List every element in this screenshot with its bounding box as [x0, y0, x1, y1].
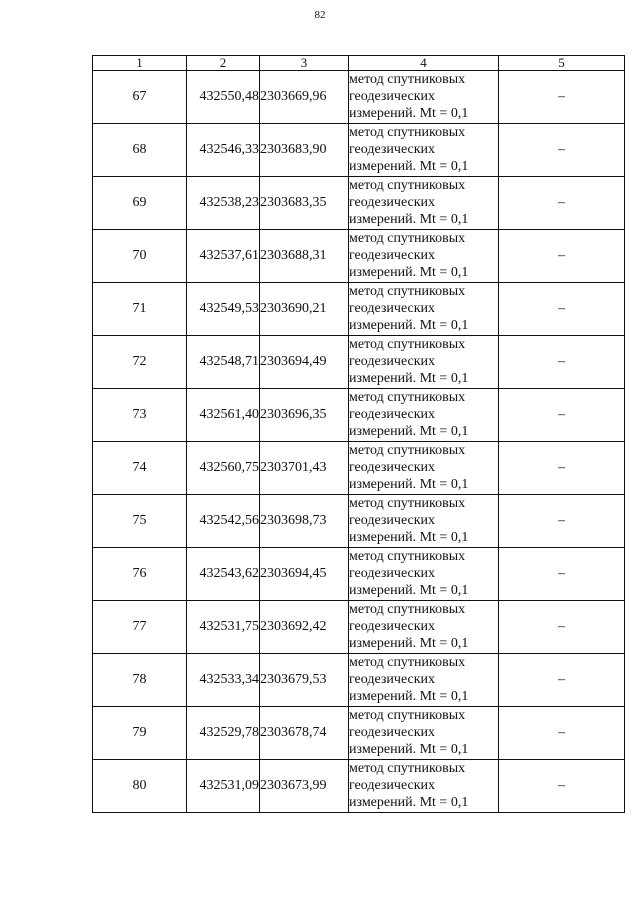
table-row: [93, 495, 625, 548]
coordinates-table: [92, 55, 625, 813]
y-coordinate-cell: 2303679,53: [260, 654, 349, 707]
method-cell: [349, 71, 499, 124]
y-coordinate-cell: 2303692,42: [260, 601, 349, 654]
method-cell: [349, 495, 499, 548]
method-line: измерений. Mt = 0,1: [349, 636, 469, 651]
method-line: метод спутниковых: [349, 231, 466, 246]
method-line: измерений. Mt = 0,1: [349, 265, 469, 280]
method-line: геодезических: [349, 195, 436, 210]
point-number-cell: 70: [93, 230, 187, 283]
header-col-1: 1: [93, 56, 187, 71]
table-row: [93, 654, 625, 707]
method-line: геодезических: [349, 672, 436, 687]
y-coordinate-cell: 2303678,74: [260, 707, 349, 760]
point-number-cell: 68: [93, 124, 187, 177]
method-line: измерений. Mt = 0,1: [349, 583, 469, 598]
method-cell: [349, 654, 499, 707]
y-coordinate-cell: 2303683,90: [260, 124, 349, 177]
point-number-cell: 76: [93, 548, 187, 601]
method-cell: [349, 389, 499, 442]
note-cell: –: [499, 230, 625, 283]
method-line: измерений. Mt = 0,1: [349, 424, 469, 439]
point-number-cell: 77: [93, 601, 187, 654]
note-cell: –: [499, 336, 625, 389]
method-cell: [349, 760, 499, 813]
table-row: [93, 71, 625, 124]
note-cell: –: [499, 495, 625, 548]
x-coordinate-cell: 432548,71: [187, 336, 260, 389]
method-line: геодезических: [349, 248, 436, 263]
method-line: метод спутниковых: [349, 390, 466, 405]
y-coordinate-cell: 2303698,73: [260, 495, 349, 548]
method-cell: [349, 283, 499, 336]
y-coordinate-cell: 2303669,96: [260, 71, 349, 124]
method-line: геодезических: [349, 778, 436, 793]
x-coordinate-cell: 432546,33: [187, 124, 260, 177]
method-cell: [349, 230, 499, 283]
y-coordinate-cell: 2303694,45: [260, 548, 349, 601]
method-line: метод спутниковых: [349, 443, 466, 458]
point-number-cell: 79: [93, 707, 187, 760]
x-coordinate-cell: 432531,09: [187, 760, 260, 813]
point-number-cell: 80: [93, 760, 187, 813]
method-line: геодезических: [349, 407, 436, 422]
method-line: измерений. Mt = 0,1: [349, 742, 469, 757]
note-cell: –: [499, 71, 625, 124]
x-coordinate-cell: 432543,62: [187, 548, 260, 601]
method-line: геодезических: [349, 513, 436, 528]
x-coordinate-cell: 432529,78: [187, 707, 260, 760]
point-number-cell: 72: [93, 336, 187, 389]
method-cell: [349, 548, 499, 601]
method-line: измерений. Mt = 0,1: [349, 212, 469, 227]
point-number-cell: 67: [93, 71, 187, 124]
method-cell: [349, 707, 499, 760]
method-line: метод спутниковых: [349, 178, 466, 193]
note-cell: –: [499, 601, 625, 654]
table-row: [93, 601, 625, 654]
method-line: геодезических: [349, 354, 436, 369]
x-coordinate-cell: 432531,75: [187, 601, 260, 654]
method-line: метод спутниковых: [349, 708, 466, 723]
y-coordinate-cell: 2303683,35: [260, 177, 349, 230]
method-line: метод спутниковых: [349, 496, 466, 511]
method-cell: [349, 124, 499, 177]
method-line: метод спутниковых: [349, 284, 466, 299]
table-row: [93, 336, 625, 389]
method-line: измерений. Mt = 0,1: [349, 689, 469, 704]
x-coordinate-cell: 432533,34: [187, 654, 260, 707]
method-line: измерений. Mt = 0,1: [349, 159, 469, 174]
method-line: метод спутниковых: [349, 602, 466, 617]
note-cell: –: [499, 177, 625, 230]
method-line: метод спутниковых: [349, 337, 466, 352]
note-cell: –: [499, 707, 625, 760]
method-line: метод спутниковых: [349, 655, 466, 670]
table-header-row: [93, 56, 625, 71]
method-line: метод спутниковых: [349, 761, 466, 776]
method-cell: [349, 336, 499, 389]
method-cell: [349, 177, 499, 230]
header-col-4: 4: [349, 56, 499, 71]
method-line: измерений. Mt = 0,1: [349, 795, 469, 810]
header-col-2: 2: [187, 56, 260, 71]
method-line: геодезических: [349, 89, 436, 104]
method-line: геодезических: [349, 619, 436, 634]
table-row: [93, 124, 625, 177]
header-col-5: 5: [499, 56, 625, 71]
note-cell: –: [499, 760, 625, 813]
header-col-3: 3: [260, 56, 349, 71]
y-coordinate-cell: 2303688,31: [260, 230, 349, 283]
point-number-cell: 75: [93, 495, 187, 548]
table-row: [93, 707, 625, 760]
method-line: геодезических: [349, 460, 436, 475]
method-line: измерений. Mt = 0,1: [349, 371, 469, 386]
table-row: [93, 389, 625, 442]
table-row: [93, 283, 625, 336]
page-number: 82: [314, 9, 326, 21]
table-row: [93, 177, 625, 230]
note-cell: –: [499, 442, 625, 495]
method-line: геодезических: [349, 301, 436, 316]
method-line: метод спутниковых: [349, 72, 466, 87]
y-coordinate-cell: 2303690,21: [260, 283, 349, 336]
x-coordinate-cell: 432561,40: [187, 389, 260, 442]
x-coordinate-cell: 432550,48: [187, 71, 260, 124]
point-number-cell: 69: [93, 177, 187, 230]
method-line: измерений. Mt = 0,1: [349, 530, 469, 545]
x-coordinate-cell: 432537,61: [187, 230, 260, 283]
note-cell: –: [499, 124, 625, 177]
y-coordinate-cell: 2303673,99: [260, 760, 349, 813]
method-line: измерений. Mt = 0,1: [349, 477, 469, 492]
method-line: геодезических: [349, 566, 436, 581]
point-number-cell: 78: [93, 654, 187, 707]
y-coordinate-cell: 2303701,43: [260, 442, 349, 495]
note-cell: –: [499, 283, 625, 336]
method-line: метод спутниковых: [349, 549, 466, 564]
y-coordinate-cell: 2303694,49: [260, 336, 349, 389]
note-cell: –: [499, 654, 625, 707]
method-line: геодезических: [349, 142, 436, 157]
note-cell: –: [499, 389, 625, 442]
method-line: измерений. Mt = 0,1: [349, 318, 469, 333]
point-number-cell: 73: [93, 389, 187, 442]
table-row: [93, 760, 625, 813]
point-number-cell: 74: [93, 442, 187, 495]
method-line: геодезических: [349, 725, 436, 740]
method-cell: [349, 442, 499, 495]
x-coordinate-cell: 432542,56: [187, 495, 260, 548]
x-coordinate-cell: 432538,23: [187, 177, 260, 230]
method-line: метод спутниковых: [349, 125, 466, 140]
method-line: измерений. Mt = 0,1: [349, 106, 469, 121]
x-coordinate-cell: 432560,75: [187, 442, 260, 495]
y-coordinate-cell: 2303696,35: [260, 389, 349, 442]
note-cell: –: [499, 548, 625, 601]
table-row: [93, 230, 625, 283]
method-cell: [349, 601, 499, 654]
table-row: [93, 442, 625, 495]
x-coordinate-cell: 432549,53: [187, 283, 260, 336]
table-row: [93, 548, 625, 601]
point-number-cell: 71: [93, 283, 187, 336]
